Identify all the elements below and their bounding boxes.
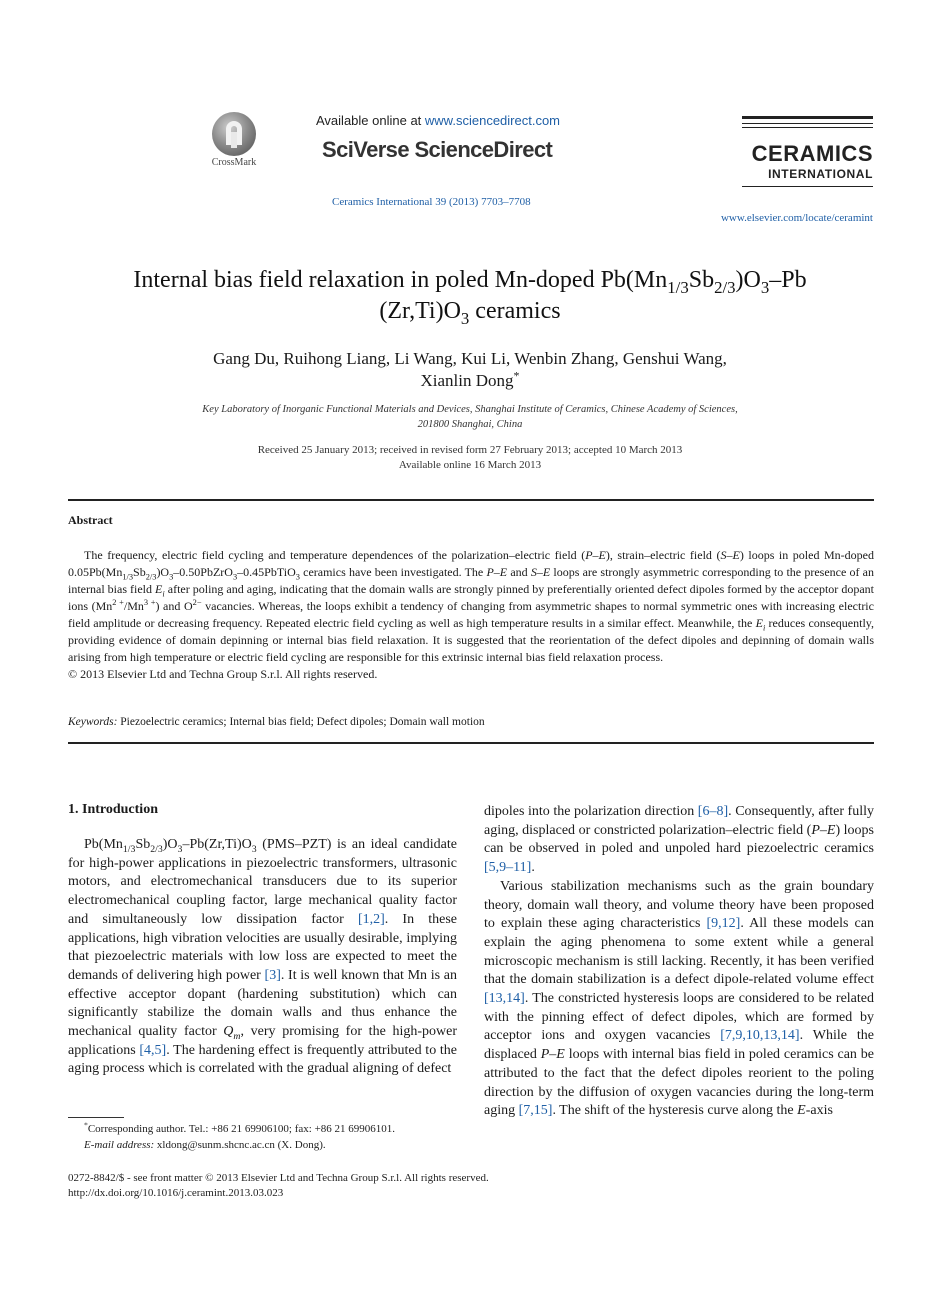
crossmark-icon — [212, 112, 256, 156]
journal-rule-2 — [742, 123, 873, 124]
journal-rule-top — [742, 116, 873, 119]
citation-link[interactable]: [13,14] — [484, 991, 525, 1007]
affiliation: Key Laboratory of Inorganic Functional Materials and Devices, Shanghai Institute of Ceramics, Chinese Academy of Sciences, 201800 Shanghai, China — [202, 404, 738, 430]
body-column-left: $Pb(Mn_{1/3}Sb_{2/3})O_3-Pb(Zr,Ti)O_3$ (PMS–PZT) is an ideal candidate for high-power applications in piezoelectric transformers, ultrasonic motors, and electromechanical transducers due to its superior electromechanical coupling factor, large mechanical quality factor and simultaneously low dissipation factor [1,2]. In these applications, high vibration velocities are usually desirable, implying that piezoelectric materials with low loss are expected to meet the demands of delivering high power [3]. It is well known that Mn is an effective acceptor dopant (hardening substitution) which can significantly stabilize the domain walls and thus enhance the mechanical quality factor $Q_m$, very promising for the high-power applications [4,5]. The hardening effect is frequently attributed to the aging process which is correlated with the gradual aligning of defect — [68, 837, 458, 1077]
citation-link[interactable]: [1,2] — [357, 911, 385, 927]
article-title: Internal bias field relaxation in poled Mn-doped $Pb(Mn_{1/3}Sb_{2/3})O_3-Pb$ $(Zr,Ti)O_3$ ceramics — [133, 267, 807, 328]
corresponding-author-mark[interactable]: * — [513, 368, 520, 383]
available-prefix: Available online at — [316, 113, 425, 128]
doi-link[interactable]: http://dx.doi.org/10.1016/j.ceramint.2013.03.023 — [68, 1187, 284, 1199]
available-online-date: Available online 16 March 2013 — [398, 459, 542, 471]
journal-name: CERAMICS — [751, 141, 873, 166]
citation-link[interactable]: [7,15] — [518, 1103, 553, 1119]
email-address[interactable]: xldong@sunm.shcnc.ac.cn (X. Dong). — [154, 1139, 326, 1151]
citation-link[interactable]: [3] — [264, 967, 281, 983]
email-label: E-mail address: — [84, 1139, 155, 1151]
keywords — [68, 716, 874, 728]
citation-link[interactable]: [9,12] — [706, 916, 741, 932]
citation-link[interactable]: [5,9–11] — [484, 860, 532, 876]
corresponding-author-note: Corresponding author. Tel.: +86 21 69906100; fax: +86 21 69906101. — [87, 1123, 396, 1135]
citation-link[interactable]: [6–8] — [697, 804, 729, 819]
available-online-line — [316, 113, 560, 128]
abstract-top-rule — [68, 499, 874, 501]
keywords-label: Keywords: — [68, 716, 118, 728]
article-dates — [60, 443, 880, 473]
crossmark-label: CrossMark — [211, 157, 257, 168]
sciencedirect-link[interactable]: www.sciencedirect.com — [424, 113, 561, 128]
journal-rule-3 — [742, 127, 873, 128]
citation-link[interactable]: [7,9,10,13,14] — [720, 1028, 800, 1044]
crossmark-logo[interactable] — [205, 112, 263, 168]
body-column-right: dipoles into the polarization direction [6–8]. Consequently, after fully aging, displaced or constricted polarization–electric field (P–E) loops can be observed in poled and unpoled hard piezoelectric ceramics [5,9–11]. Various stabilization mechanisms such as the grain boundary theory, domain wall theory, and volume theory have been proposed to explain these aging characteristics [9,12]. All these models can explain the aging phenomena to some extent while a general microscopic mechanism is still lacking. Recently, it has been verified that the domain stabilization is a defect dipole-related volume effect [13,14]. The constricted hysteresis loops are considered to be related with the pinning effect of defect dipoles, which are formed by acceptor ions and oxygen vacancies [7,9,10,13,14]. While the displaced P–E loops with internal bias field in poled ceramics can be attributed to the fact that the defect dipoles reorient to the poling direction by the diffusion of oxygen vacancies during the long-term aging [7,15]. The shift of the hysteresis curve along the E-axis — [484, 804, 875, 1119]
journal-url-link[interactable]: www.elsevier.com/locate/ceramint — [720, 212, 873, 224]
journal-rule-bottom — [742, 186, 873, 187]
journal-name-sub: INTERNATIONAL — [768, 167, 873, 181]
received-dates: Received 25 January 2013; received in revised form 27 February 2013; accepted 10 March 2013 — [257, 444, 683, 456]
authors-line-1: Gang Du, Ruihong Liang, Li Wang, Kui Li, Wenbin Zhang, Genshui Wang, — [213, 349, 727, 368]
footnote-rule — [68, 1117, 124, 1118]
footnote-mark: * — [84, 1120, 88, 1130]
abstract-copyright: © 2013 Elsevier Ltd and Techna Group S.r.l. All rights reserved. — [68, 667, 378, 681]
footnote — [68, 1121, 468, 1153]
citation-link[interactable]: [4,5] — [139, 1042, 167, 1058]
issn-line: 0272-8842/$ - see front matter © 2013 Elsevier Ltd and Techna Group S.r.l. All rights reserved. — [68, 1172, 489, 1184]
section-heading-introduction: 1. Introduction — [68, 802, 158, 817]
front-matter-info — [68, 1171, 668, 1201]
journal-reference-link[interactable]: Ceramics International 39 (2013) 7703–7708 — [332, 196, 531, 208]
abstract-bottom-rule — [68, 742, 874, 744]
authors-line-2: Xianlin Dong — [420, 371, 514, 390]
abstract-heading: Abstract — [68, 513, 113, 527]
sciverse-brand: SciVerse ScienceDirect — [322, 137, 553, 162]
keywords-text: Piezoelectric ceramics; Internal bias field; Defect dipoles; Domain wall motion — [117, 716, 485, 728]
abstract-text: The frequency, electric field cycling and temperature dependences of the polarization–electric field (P–E), strain–electric field (S–E) loops in poled Mn-doped $0.05Pb(Mn_{1/3}Sb_{2/3})O_3-0.50PbZrO_3-0.45PbTiO_3$ ceramics have been investigated. The P–E and S–E loops are strongly asymmetric corresponding to the presence of an internal bias field $E_i$ after poling and aging, indicating that the domain walls are strongly pinned by preferentially oriented defect dipoles formed by the acceptor dopant ions $(Mn^{2 +}/Mn^{3 +})$ and $O^{2-}$ vacancies. Whereas, the loops exhibit a tendency of changing from asymmetric shapes to normal symmetric ones with increasing electric field amplitude or decreasing frequency. Repeated electric field cycling as well as high temperature results in a similar effect. Meanwhile, the $E_i$ reduces consequently, providing evidence of domain depinning or internal bias field relaxation. It is suggested that the reorientation of the defect dipoles and depinning of domain walls arising from high temperature or electric field cycling are responsible for this extrinsic internal bias field relaxation process. © 2013 Elsevier Ltd and Techna Group S.r.l. All rights reserved. — [68, 548, 875, 681]
author-list — [60, 348, 880, 392]
